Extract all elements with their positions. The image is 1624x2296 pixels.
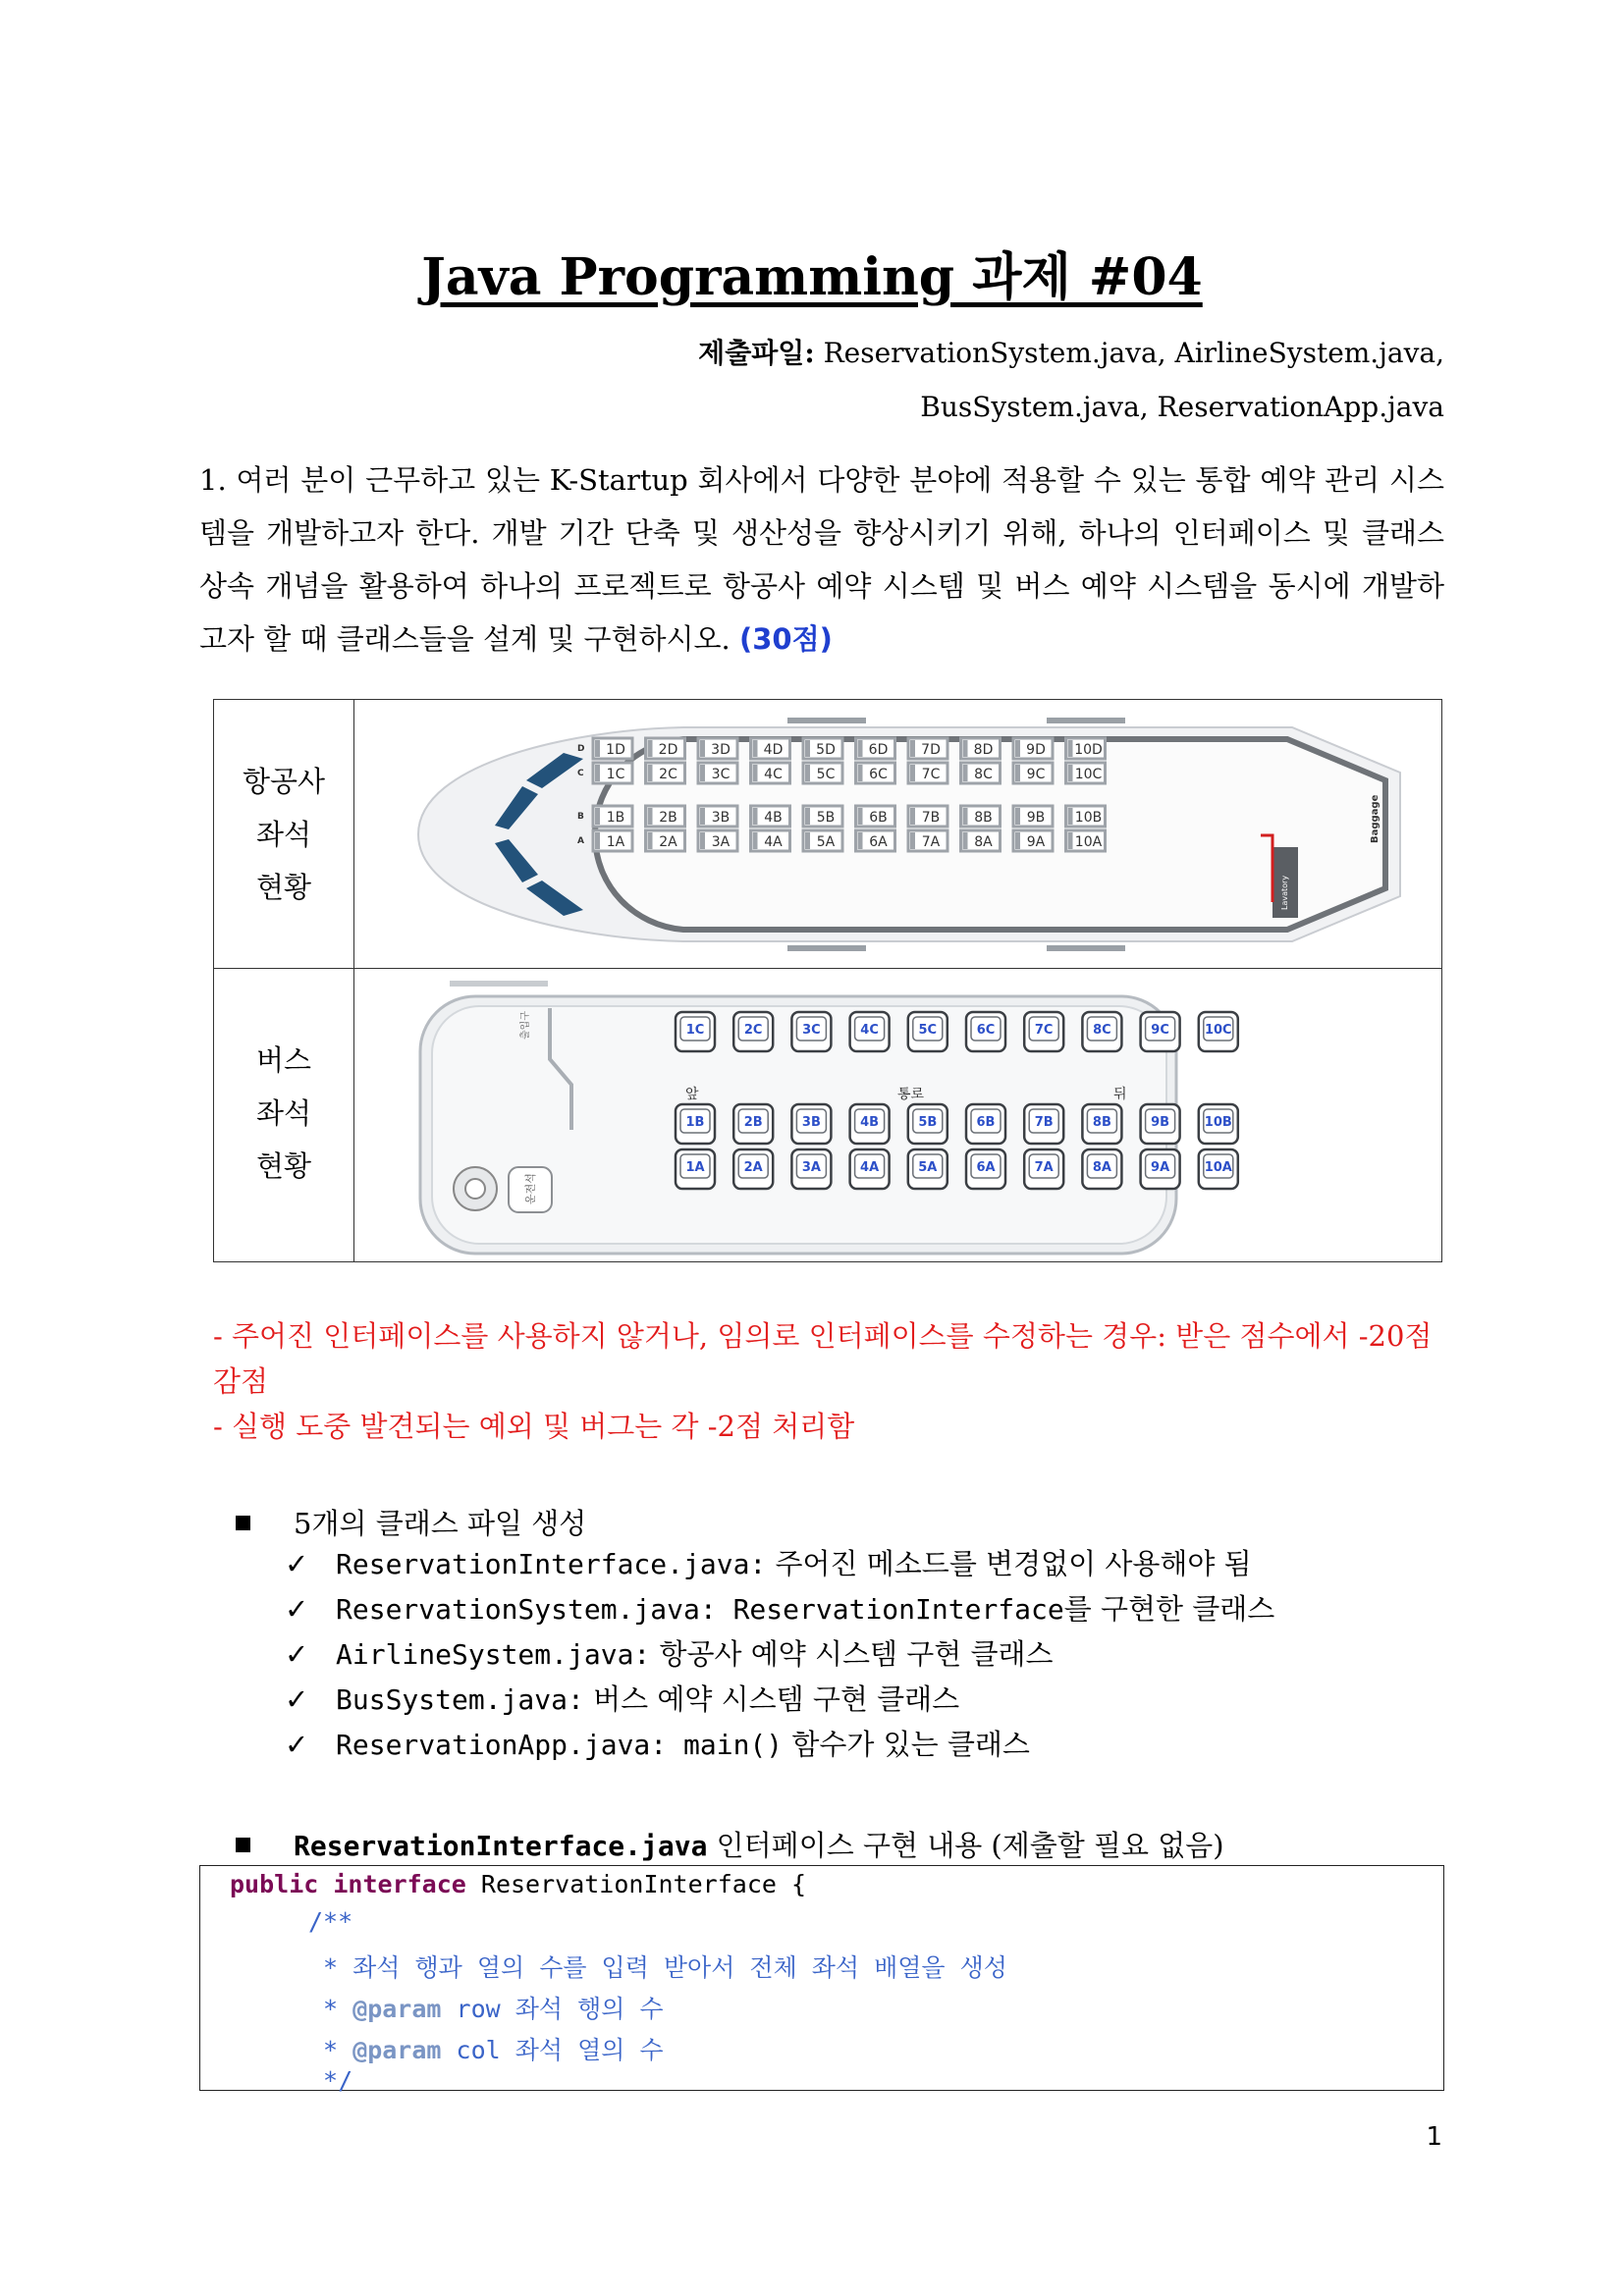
bus-seat-map xyxy=(359,975,1437,1259)
airline-seat[interactable] xyxy=(908,763,947,783)
airline-seat-map xyxy=(359,704,1437,965)
penalty-notes xyxy=(213,1313,1442,1449)
bus-seat[interactable] xyxy=(1024,1149,1063,1189)
airline-seat-label: 9A xyxy=(1026,834,1046,850)
airline-seat[interactable] xyxy=(1066,738,1106,759)
airline-seat-label: 1B xyxy=(606,810,625,826)
code-block xyxy=(199,1865,1444,2095)
airline-row-letter: A xyxy=(577,836,584,846)
seat-back xyxy=(1015,765,1020,781)
airline-seat[interactable] xyxy=(646,763,685,783)
interface-heading xyxy=(236,1824,1224,1864)
bus-seat[interactable] xyxy=(1082,1012,1121,1051)
hull-mark xyxy=(787,945,866,951)
bus-seat-label: 10C xyxy=(1204,1023,1232,1038)
airline-seat[interactable] xyxy=(908,806,947,827)
bus-mirror xyxy=(450,981,548,987)
bus-seat-label: 7A xyxy=(1034,1160,1054,1175)
list-item xyxy=(285,1677,1274,1722)
file-desc: 를 구현한 클래스 xyxy=(1063,1592,1275,1626)
bus-seat[interactable] xyxy=(1024,1012,1063,1051)
seat-back xyxy=(753,832,758,849)
file-desc: 버스 예약 시스템 구현 클래스 xyxy=(583,1682,960,1716)
seat-back xyxy=(753,808,758,825)
airline-seat-label: 7D xyxy=(921,742,941,758)
seat-back xyxy=(858,765,863,781)
penalty-1: - 주어진 인터페이스를 사용하지 않거나, 임의로 인터페이스를 수정하는 경우: 받은 점수에서 -20점 감점 xyxy=(213,1319,1433,1398)
bus-seat[interactable] xyxy=(676,1149,715,1189)
bus-seat[interactable] xyxy=(1141,1149,1180,1189)
code-text: * xyxy=(308,2036,353,2064)
airline-seat[interactable] xyxy=(856,738,895,759)
airline-seat-label: 4A xyxy=(764,834,783,850)
airline-seat[interactable] xyxy=(961,738,1001,759)
code-keyword: interface xyxy=(333,1870,466,1898)
seat-back xyxy=(648,808,653,825)
bus-seat-label: 4B xyxy=(860,1115,880,1130)
bus-seat-label: 3C xyxy=(802,1023,821,1038)
airline-seat[interactable] xyxy=(856,806,895,827)
bus-seat[interactable] xyxy=(966,1149,1005,1189)
code-line-5 xyxy=(308,2031,664,2066)
class-file-list xyxy=(285,1541,1274,1767)
seat-back xyxy=(963,740,968,757)
seat-back xyxy=(1068,832,1073,849)
bus-label-line: 좌석 xyxy=(255,1096,312,1130)
bus-seat-label: 6C xyxy=(976,1023,996,1038)
bus-seat-label: 10A xyxy=(1204,1160,1232,1175)
file-desc: 함수가 있는 클래스 xyxy=(783,1728,1030,1761)
seat-back xyxy=(1015,808,1020,825)
bus-seat[interactable] xyxy=(733,1012,773,1051)
bus-seat-label: 10B xyxy=(1204,1115,1232,1130)
seat-back xyxy=(595,765,600,781)
airline-seat[interactable] xyxy=(961,763,1001,783)
airline-seat[interactable] xyxy=(1066,830,1106,851)
bus-seat-label: 5A xyxy=(918,1160,938,1175)
airline-seat[interactable] xyxy=(698,738,737,759)
airline-seat-label: 8A xyxy=(974,834,993,850)
list-item xyxy=(285,1722,1274,1767)
bus-seat-label: 7C xyxy=(1034,1023,1054,1038)
seat-back xyxy=(963,765,968,781)
seat-back xyxy=(805,808,810,825)
list-item xyxy=(285,1631,1274,1677)
airline-seat[interactable] xyxy=(1013,738,1053,759)
airline-seat-label: 9C xyxy=(1026,767,1046,782)
hull-mark xyxy=(787,718,866,723)
airline-seat[interactable] xyxy=(908,738,947,759)
bus-seat-label: 9B xyxy=(1151,1115,1170,1130)
bus-seat-label: 1C xyxy=(685,1023,705,1038)
code-line-2: /** xyxy=(308,1907,353,1936)
seat-back xyxy=(595,808,600,825)
bus-seat[interactable] xyxy=(676,1104,715,1144)
airline-seat[interactable] xyxy=(646,738,685,759)
airline-seat-label: 2B xyxy=(659,810,677,826)
airline-seat-label: 10A xyxy=(1074,834,1103,850)
seat-status-table xyxy=(213,699,1442,1262)
bus-seat[interactable] xyxy=(1141,1012,1180,1051)
page-number: 1 xyxy=(1426,2122,1442,2152)
bus-seat[interactable] xyxy=(966,1012,1005,1051)
page-title: Java Programming 과제 #04 xyxy=(421,247,1203,307)
seat-back xyxy=(1068,808,1073,825)
bus-seat[interactable] xyxy=(850,1149,890,1189)
airline-seat[interactable] xyxy=(593,830,632,851)
seat-back xyxy=(648,740,653,757)
bus-seat[interactable] xyxy=(791,1012,831,1051)
lavatory-label: Lavatory xyxy=(1280,875,1289,910)
airline-seat-label: 9D xyxy=(1026,742,1046,758)
bus-seat-label: 2C xyxy=(743,1023,763,1038)
seat-back xyxy=(805,832,810,849)
airline-seat-label: 2D xyxy=(658,742,678,758)
bus-label-line: 버스 xyxy=(255,1043,312,1077)
airline-seat[interactable] xyxy=(751,830,790,851)
bus-seat-label: 2B xyxy=(743,1115,763,1130)
hull-mark xyxy=(1047,718,1125,723)
airline-seat-label: 3B xyxy=(711,810,731,826)
airline-seat-label: 3D xyxy=(711,742,731,758)
airline-seat[interactable] xyxy=(646,830,685,851)
bus-seat[interactable] xyxy=(850,1104,890,1144)
airline-seat[interactable] xyxy=(856,830,895,851)
bus-seat-label: 8C xyxy=(1093,1023,1111,1038)
airline-seat[interactable] xyxy=(1013,806,1053,827)
bus-seat-label: 5B xyxy=(918,1115,938,1130)
bus-seat[interactable] xyxy=(791,1149,831,1189)
airline-seat-label: 5B xyxy=(816,810,836,826)
bus-seat-label: 4C xyxy=(860,1023,879,1038)
bus-back-label: 뒤 xyxy=(1113,1087,1127,1102)
seat-back xyxy=(648,832,653,849)
airline-seat[interactable] xyxy=(1066,806,1106,827)
penalty-2: - 실행 도중 발견되는 예외 및 버그는 각 -2점 처리함 xyxy=(213,1410,855,1443)
code-text: col 좌석 열의 수 xyxy=(441,2036,664,2064)
airline-seat-label: 10C xyxy=(1074,767,1103,782)
submission-files-line1 xyxy=(698,332,1444,371)
check-icon: ✓ xyxy=(285,1682,309,1716)
bus-seat-label: 8B xyxy=(1092,1115,1111,1130)
bus-aisle-label: 통로 xyxy=(897,1087,925,1102)
bus-front-label: 앞 xyxy=(685,1087,699,1102)
square-bullet-icon xyxy=(236,1838,250,1852)
question-1 xyxy=(199,454,1444,666)
bus-seat[interactable] xyxy=(1082,1104,1121,1144)
airline-seat-label: 3A xyxy=(711,834,731,850)
file-name: AirlineSystem.java: xyxy=(336,1638,651,1671)
bus-row-label xyxy=(214,1034,353,1193)
airline-seat-label: 3C xyxy=(711,767,731,782)
code-text: ReservationInterface { xyxy=(465,1870,807,1898)
airline-seat-label: 5D xyxy=(816,742,836,758)
bus-seat[interactable] xyxy=(850,1012,890,1051)
bus-seat[interactable] xyxy=(791,1104,831,1144)
airline-seat[interactable] xyxy=(1066,763,1106,783)
code-line-1 xyxy=(230,1870,806,1898)
airline-row-letter: B xyxy=(577,812,584,822)
bus-seat[interactable] xyxy=(733,1104,773,1144)
airline-label-line: 항공사 xyxy=(242,765,326,798)
file-name: BusSystem.java: xyxy=(336,1683,584,1716)
seat-back xyxy=(963,808,968,825)
code-line-6: */ xyxy=(308,2066,353,2095)
airline-seat-label: 6A xyxy=(869,834,888,850)
airline-row-letter: C xyxy=(577,769,584,778)
airline-seat[interactable] xyxy=(751,806,790,827)
seat-back xyxy=(700,808,705,825)
seat-back xyxy=(805,740,810,757)
airline-seat-label: 2A xyxy=(659,834,677,850)
check-icon: ✓ xyxy=(285,1728,309,1761)
bus-seat-label: 6B xyxy=(976,1115,996,1130)
baggage-label: Baggage xyxy=(1370,794,1380,843)
seat-back xyxy=(700,832,705,849)
airline-seat[interactable] xyxy=(803,830,842,851)
bus-seat[interactable] xyxy=(908,1012,947,1051)
question-points: (30점) xyxy=(739,622,833,656)
bus-seat-label: 6A xyxy=(976,1160,996,1175)
airline-seat[interactable] xyxy=(1013,763,1053,783)
seat-back xyxy=(1068,765,1073,781)
interface-file-name: ReservationInterface.java xyxy=(294,1830,708,1862)
airline-seat-label: 9B xyxy=(1026,810,1046,826)
bus-seat-label: 2A xyxy=(743,1160,763,1175)
code-text: * xyxy=(308,1995,353,2023)
bus-seat-label: 5C xyxy=(918,1023,938,1038)
airline-seat-label: 4B xyxy=(764,810,783,826)
seat-back xyxy=(753,740,758,757)
airline-seat-label: 5C xyxy=(816,767,836,782)
table-col-divider xyxy=(353,700,354,1261)
question-text: 1. 여러 분이 근무하고 있는 K-Startup 회사에서 다양한 분야에 적용할 수 있는 통합 예약 관리 시스템을 개발하고자 한다. 개발 기간 단축 및 생산성을 향상시키기 위해, 하나의 인터페이스 및 클래스 상속 개념을 활용하여 하나의 프로젝트로 항공사 예약 시스템 및 버스 예약 시스템을 동시에 개발하고자 할 때 클래스들을 설계 및 구현하시오. xyxy=(199,463,1444,656)
airline-seat-label: 2C xyxy=(659,767,677,782)
submission-files-1: ReservationSystem.java, AirlineSystem.java, xyxy=(823,337,1444,369)
seat-back xyxy=(910,832,915,849)
airline-seat-label: 7C xyxy=(921,767,941,782)
bus-seat[interactable] xyxy=(1199,1149,1238,1189)
class-files-heading xyxy=(236,1502,586,1542)
airline-seat-label: 10B xyxy=(1074,810,1103,826)
seat-back xyxy=(1068,740,1073,757)
airline-seat[interactable] xyxy=(593,738,632,759)
airline-seat-label: 7A xyxy=(921,834,941,850)
seat-back xyxy=(595,832,600,849)
airline-seat-label: 6B xyxy=(869,810,888,826)
seat-back xyxy=(910,740,915,757)
bus-seat[interactable] xyxy=(733,1149,773,1189)
bus-seat[interactable] xyxy=(1199,1012,1238,1051)
airline-seat-label: 10D xyxy=(1074,742,1103,758)
list-item xyxy=(285,1586,1274,1631)
file-name: ReservationApp.java: main() xyxy=(336,1729,784,1761)
airline-seat[interactable] xyxy=(593,806,632,827)
airline-seat-label: 6D xyxy=(868,742,889,758)
table-row-divider xyxy=(214,968,1441,969)
airline-seat[interactable] xyxy=(961,806,1001,827)
airline-seat[interactable] xyxy=(961,830,1001,851)
class-files-heading-text: 5개의 클래스 파일 생성 xyxy=(294,1507,587,1540)
airline-seat[interactable] xyxy=(646,806,685,827)
airline-seat[interactable] xyxy=(803,763,842,783)
bus-seat-label: 7B xyxy=(1034,1115,1054,1130)
airline-seat-label: 4C xyxy=(764,767,783,782)
list-item xyxy=(285,1541,1274,1586)
airline-seat-label: 6C xyxy=(869,767,888,782)
bus-seat-label: 3B xyxy=(801,1115,821,1130)
code-keyword: public xyxy=(230,1870,319,1898)
airline-seat[interactable] xyxy=(751,738,790,759)
interface-desc: 인터페이스 구현 내용 (제출할 필요 없음) xyxy=(707,1829,1224,1862)
airline-seat[interactable] xyxy=(593,763,632,783)
bus-seat[interactable] xyxy=(1024,1104,1063,1144)
seat-back xyxy=(858,832,863,849)
airline-seat[interactable] xyxy=(803,806,842,827)
bus-seat[interactable] xyxy=(908,1104,947,1144)
check-icon: ✓ xyxy=(285,1637,309,1671)
airline-seat-label: 4D xyxy=(763,742,784,758)
seat-back xyxy=(963,832,968,849)
airline-seat[interactable] xyxy=(908,830,947,851)
bus-seat[interactable] xyxy=(966,1104,1005,1144)
submission-label: 제출파일: xyxy=(698,337,815,369)
seat-back xyxy=(858,808,863,825)
bus-seat[interactable] xyxy=(1199,1104,1238,1144)
code-tag: @param xyxy=(352,2036,442,2064)
seat-back xyxy=(700,765,705,781)
airline-seat[interactable] xyxy=(803,738,842,759)
seat-back xyxy=(910,808,915,825)
bus-seat-label: 4A xyxy=(860,1160,880,1175)
seat-back xyxy=(1015,832,1020,849)
steering-wheel-hub xyxy=(465,1179,485,1199)
submission-files-line2: BusSystem.java, ReservationApp.java xyxy=(920,391,1444,423)
door-label: 출입구 xyxy=(520,1011,531,1040)
airline-seat-label: 1C xyxy=(606,767,625,782)
airline-seat[interactable] xyxy=(698,806,737,827)
seat-back xyxy=(805,765,810,781)
seat-back xyxy=(700,740,705,757)
seat-back xyxy=(1015,740,1020,757)
file-desc: 주어진 메소드를 변경없이 사용해야 됨 xyxy=(766,1547,1252,1580)
airline-seat-label: 5A xyxy=(816,834,836,850)
driver-label: 운전석 xyxy=(524,1173,537,1204)
airline-label-line: 좌석 xyxy=(255,818,312,851)
bus-seat[interactable] xyxy=(908,1149,947,1189)
airline-row-label xyxy=(214,755,353,914)
seat-back xyxy=(858,740,863,757)
airline-seat-label: 8D xyxy=(973,742,994,758)
seat-back xyxy=(595,740,600,757)
bus-seat[interactable] xyxy=(1141,1104,1180,1144)
airline-seat[interactable] xyxy=(698,830,737,851)
bus-seat-label: 3A xyxy=(801,1160,821,1175)
file-name: ReservationInterface.java: xyxy=(336,1548,767,1580)
airline-seat[interactable] xyxy=(698,763,737,783)
code-line-4 xyxy=(308,1990,664,2025)
bus-seat-label: 1B xyxy=(685,1115,705,1130)
airline-seat-label: 8B xyxy=(974,810,993,826)
bus-seat-label: 9C xyxy=(1151,1023,1169,1038)
check-icon: ✓ xyxy=(285,1547,309,1580)
code-line-3: * 좌석 행과 열의 수를 입력 받아서 전체 좌석 배열을 생성 xyxy=(308,1953,1007,1982)
bus-seat-label: 9A xyxy=(1151,1160,1170,1175)
file-desc: 항공사 예약 시스템 구현 클래스 xyxy=(650,1637,1054,1671)
airline-row-letter: D xyxy=(577,744,585,754)
airline-seat[interactable] xyxy=(856,763,895,783)
code-tag: @param xyxy=(352,1995,442,2023)
seat-back xyxy=(648,765,653,781)
airline-seat-label: 8C xyxy=(974,767,993,782)
check-icon: ✓ xyxy=(285,1592,309,1626)
bus-seat[interactable] xyxy=(1082,1149,1121,1189)
hull-mark xyxy=(1047,945,1125,951)
file-name: ReservationSystem.java: ReservationInterface xyxy=(336,1593,1064,1626)
airline-seat-label: 7B xyxy=(921,810,941,826)
code-text: row 좌석 행의 수 xyxy=(441,1995,664,2023)
airline-seat[interactable] xyxy=(751,763,790,783)
seat-back xyxy=(910,765,915,781)
square-bullet-icon xyxy=(236,1516,250,1530)
airline-seat[interactable] xyxy=(1013,830,1053,851)
airline-seat-label: 1D xyxy=(606,742,625,758)
seat-back xyxy=(753,765,758,781)
bus-seat-label: 1A xyxy=(685,1160,705,1175)
bus-seat[interactable] xyxy=(676,1012,715,1051)
bus-label-line: 현황 xyxy=(255,1149,312,1183)
airline-seat-label: 1A xyxy=(606,834,625,850)
airline-label-line: 현황 xyxy=(255,871,312,904)
bus-seat-label: 8A xyxy=(1092,1160,1111,1175)
